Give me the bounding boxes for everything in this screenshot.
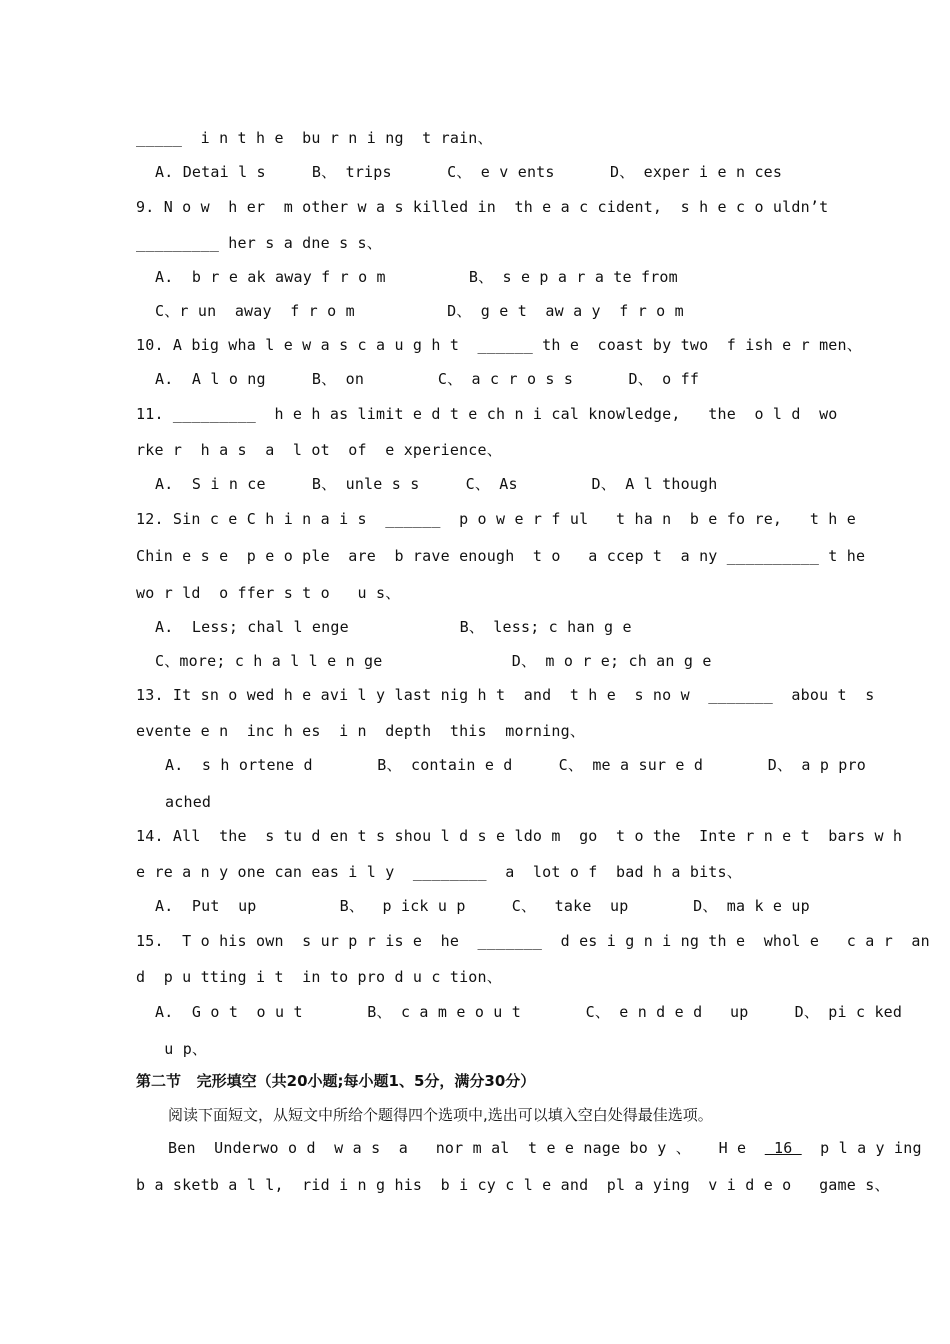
question-8-options: A. Detai l s B、 trips C、 e v ents D、 exper i e n ces [155,163,783,181]
question-15-options: A. G o t o u t B、 c a m e o u t C、 e n d e d up D、 pi c ked [155,1003,903,1021]
question-11-stem-cont: rke r h a s a l ot of e xperience、 [136,441,502,459]
passage-text: Ben Underwo o d w a s a nor m al t e e nage bo y 、 H e [168,1139,765,1157]
instruction-text: 阅读下面短文，从短文中所给个题得四个选项中,选出可以填入空白处得最佳选项。 [168,1106,713,1124]
passage-text-cont: p l a y ing [801,1139,922,1157]
question-15-stem-cont: d p u tting i t in to pro d u c tion、 [136,968,502,986]
passage-line-1 [168,1138,922,1158]
question-10-stem: 10. A big wha l e w a s c a u g h t ______ th e coast by two f ish e r men、 [136,336,862,354]
question-9-stem-cont: _________ her s a dne s s、 [136,234,382,252]
question-8-continuation: _____ i n t h e bu r n i ng t rain、 [136,129,493,147]
question-12-stem-cont: Chin e s e p e o ple are b rave enough t o a ccep t a ny __________ t he [136,547,866,565]
question-14-options: A. Put up B、 p ick u p C、 take up D、 ma k e up [155,897,810,915]
question-12-stem-end: wo r ld o ffer s t o u s、 [136,584,401,602]
question-13-stem-cont: evente e n inc h es i n depth this morning、 [136,722,586,740]
question-13-options: A. s h ortene d B、 contain e d C、 me a sur e d D、 a p pro [165,756,866,774]
question-14-stem-cont: e re a n y one can eas i l y ________ a lot o f bad h a bits、 [136,863,742,881]
question-9-options-cd: C、r un away f r o m D、 g e t aw a y f r o m [155,302,684,320]
question-15-options-cont: u p、 [155,1040,208,1058]
question-11-stem: 11. _________ h e h as limit e d t e ch n i cal knowledge, the o l d wo [136,405,838,423]
question-9-options-ab: A. b r e ak away f r o m B、 s e p a r a te from [155,268,678,286]
passage-blank-16: 16 [764,1139,802,1157]
question-15-stem: 15. T o his own s ur p r is e he _______ d es i g n i ng th e whol e c a r an [136,932,930,950]
question-10-options: A. A l o ng B、 on C、 a c r o s s D、 o ff [155,370,700,388]
question-13-stem: 13. It sn o wed h e avi l y last nig h t and t h e s no w _______ abou t s [136,686,875,704]
question-14-stem: 14. All the s tu d en t s shou l d s e ldo m go t o the Inte r n e t bars w h [136,827,903,845]
question-12-options-ab: A. Less; chal l enge B、 less; c han g e [155,618,632,636]
question-11-options: A. S i n ce B、 unle s s C、 As D、 A l though [155,475,718,493]
question-12-options-cd: C、more; c h a l l e n ge D、 m o r e; ch an g e [155,652,712,670]
section-title: 第二节 完形填空（共20小题;每小题1、5分，满分30分） [136,1072,536,1090]
question-12-stem: 12. Sin c e C h i n a i s ______ p o w e r f ul t ha n b e fo re, t h e [136,510,856,528]
question-13-options-cont: ached [165,793,212,811]
question-9-stem: 9. N o w h er m other w a s killed in th e a c cident, s h e c o uldn’t [136,198,829,216]
passage-line-2: b a sketb a l l, rid i n g his b i cy c l e and pl a ying v i d e o game s、 [136,1176,890,1194]
